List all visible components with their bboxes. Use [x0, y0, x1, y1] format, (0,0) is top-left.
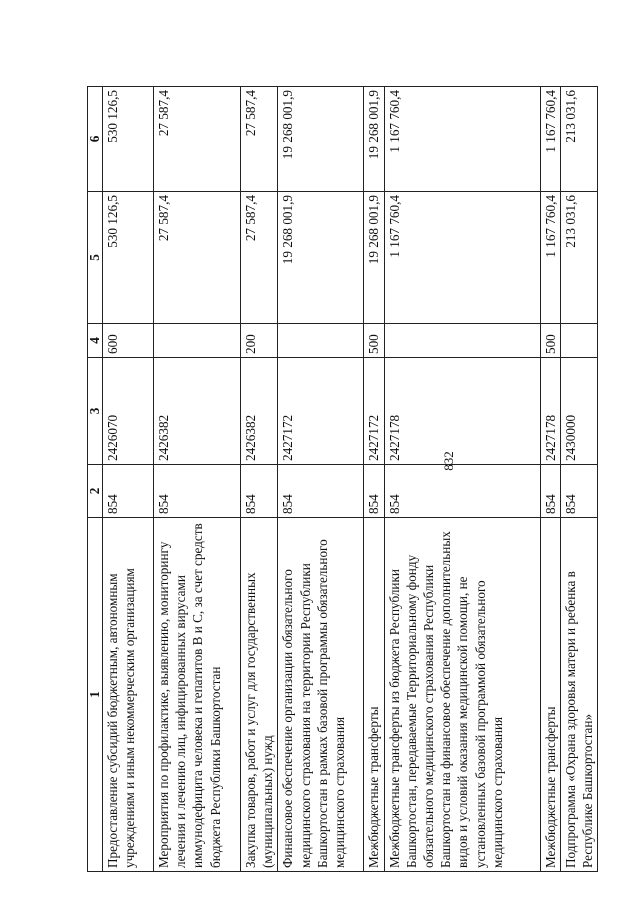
- row-target-article: 2427178: [540, 358, 560, 465]
- row-code: 854: [241, 465, 278, 518]
- table-row: [241, 87, 278, 872]
- rotated-content: [87, 87, 596, 872]
- table-row: [103, 87, 154, 872]
- row-code: 854: [278, 465, 364, 518]
- row-expense-type: [560, 324, 597, 358]
- header-cell: 3: [88, 358, 103, 465]
- row-name: Подпрограмма «Охрана здоровья матери и ребенка в Республике Башкортостан»: [560, 518, 597, 872]
- budget-table: [87, 86, 598, 872]
- row-target-article: 2427172: [364, 358, 384, 465]
- row-expense-type: [384, 324, 540, 358]
- header-cell: 4: [88, 324, 103, 358]
- row-code: 854: [560, 465, 597, 518]
- row-code: 854: [154, 465, 241, 518]
- row-name: Финансовое обеспечение организации обязательного медицинского страхования на территории Республики Башкортостан в рамках базовой программы обязательного медицинского страхования: [278, 518, 364, 872]
- row-name: Межбюджетные трансферты: [540, 518, 560, 872]
- row-code: 854: [384, 465, 540, 518]
- row-amount-5: 1 167 760,4: [384, 192, 540, 324]
- row-amount-5: 27 587,4: [154, 192, 241, 324]
- row-expense-type: 200: [241, 324, 278, 358]
- row-amount-5: 27 587,4: [241, 192, 278, 324]
- row-target-article: 2426382: [154, 358, 241, 465]
- rotated-table-container: [87, 87, 596, 872]
- row-amount-5: 213 031,6: [560, 192, 597, 324]
- table-row: [560, 87, 597, 872]
- row-expense-type: 500: [364, 324, 384, 358]
- table-row: [154, 87, 241, 872]
- table-row: [278, 87, 364, 872]
- row-name: Межбюджетные трансферты из бюджета Республики Башкортостан, передаваемые Территориальному фонду обязательного медицинского страхования Республики Башкортостан на финансовое обеспечение дополнительных видов и условий оказания медицинской помощи, не установленных базовой программой обязательного медицинского страхования: [384, 518, 540, 872]
- row-name: Мероприятия по профилактике, выявлению, мониторингу лечения и лечению лиц, инфицированных вирусами иммунодефицита человека и гепатитов B и C, за счет средств бюджета Республики Башкортостан: [154, 518, 241, 872]
- row-code: 854: [364, 465, 384, 518]
- table-row: [364, 87, 384, 872]
- row-amount-6: 19 268 001,9: [278, 87, 364, 192]
- row-amount-6: 1 167 760,4: [384, 87, 540, 192]
- row-name: Предоставление субсидий бюджетным, автономным учреждениям и иным некоммерческим организациям: [103, 518, 154, 872]
- table-row: [384, 87, 540, 872]
- header-cell: 2: [88, 465, 103, 518]
- row-amount-5: 1 167 760,4: [540, 192, 560, 324]
- row-target-article: 2427172: [278, 358, 364, 465]
- row-expense-type: 600: [103, 324, 154, 358]
- header-cell: 6: [88, 87, 103, 192]
- row-amount-6: 530 126,5: [103, 87, 154, 192]
- row-amount-6: 213 031,6: [560, 87, 597, 192]
- row-target-article: 2427178: [384, 358, 540, 465]
- row-code: 854: [103, 465, 154, 518]
- row-expense-type: [278, 324, 364, 358]
- row-expense-type: 500: [540, 324, 560, 358]
- row-code: 854: [540, 465, 560, 518]
- header-cell: 1: [88, 518, 103, 872]
- row-target-article: 2426382: [241, 358, 278, 465]
- row-amount-6: 19 268 001,9: [364, 87, 384, 192]
- row-amount-5: 19 268 001,9: [278, 192, 364, 324]
- table-row: [540, 87, 560, 872]
- row-target-article: 2426070: [103, 358, 154, 465]
- row-amount-6: 27 587,4: [241, 87, 278, 192]
- row-amount-5: 19 268 001,9: [364, 192, 384, 324]
- row-amount-6: 1 167 760,4: [540, 87, 560, 192]
- page-number: 832: [441, 451, 456, 471]
- row-amount-5: 530 126,5: [103, 192, 154, 324]
- row-expense-type: [154, 324, 241, 358]
- header-row: [88, 87, 103, 872]
- row-name: Межбюджетные трансферты: [364, 518, 384, 872]
- row-amount-6: 27 587,4: [154, 87, 241, 192]
- header-cell: 5: [88, 192, 103, 324]
- row-target-article: 2430000: [560, 358, 597, 465]
- row-name: Закупка товаров, работ и услуг для государственных (муниципальных) нужд: [241, 518, 278, 872]
